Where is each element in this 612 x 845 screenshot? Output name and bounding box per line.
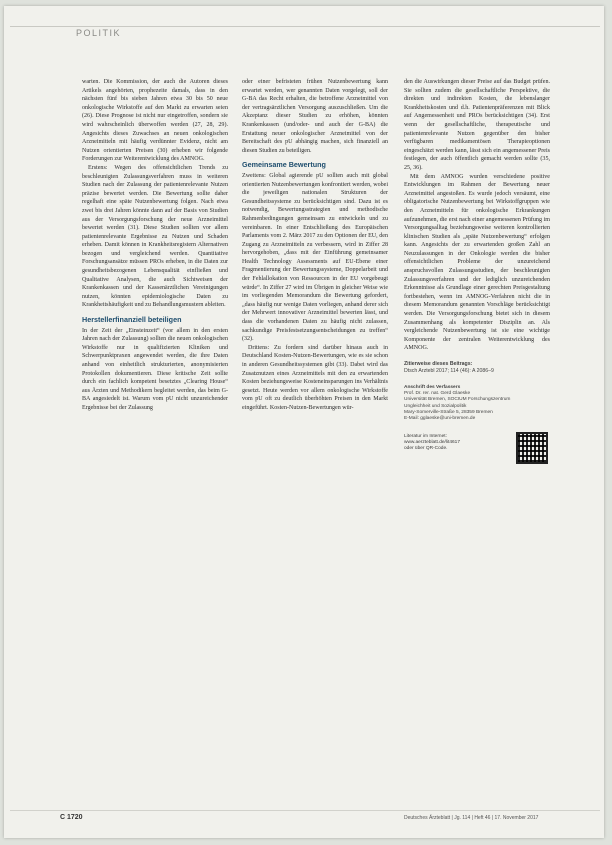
text-column-3 [404, 78, 550, 474]
paragraph: Erstens: Wegen des offensichtlichen Trends zu beschleunigten Zulassungsverfahren muss in weiteren Studien nach der Zulassung der patientenrelevante Nutzen präzise bewertet werden. Die Bewertung sollte daher regelhaft eine späte Nutzenbewertung folgen. Nach etwa zwei bis drei Jahren könnte dann auf der Basis von Studien aus der Versorgungsforschung der neue Arzneimittel bewertet werden (31). Diese Studien sollten vor allem patientenrelevante Ergebnisse zu Nutzen und Schaden erheben. Damit können in Krankheitsregistern Alternativen bezogen und vergleichend werden. Quantitative Forschungsansätze müssen PROs erheben, in die Daten zur gesundheitsbezogenen Lebensqualität einfließen und Qualitative Analysen, die auch Sichtweisen der Krankenkassen und der Kassenärztlichen Vereinigungen nutzen, könnten epidemiologische Daten zu Krankheitshäufigkeit und zu Behandlungsmustern ableiten. [82, 164, 228, 309]
address-line: Mary-Somerville-Straße 5, 28359 Bremen [404, 409, 493, 415]
paragraph: warten. Die Kommission, der auch die Autoren dieses Artikels angehörten, prophezeite damals, dass in den nächsten fünf bis sieben Jahren etwa 30 bis 50 neue onkologische Wirkstoffe auf den Markt zu erwarten seien (26). Diese Prognose ist nicht nur eingetroffen, sondern sie wird wahrscheinlich überwoffen werden (27, 28, 29). Angesichts dieses Zuwachses an neuen onkologischen Arzneimitteln mit häufig verdünnter Evidenz, nicht am Nutzen orientierten Preisen (30) erheben wir folgende Forderungen zur Weiterentwicklung des AMNOG. [82, 79, 228, 163]
literature-link-box [404, 434, 550, 474]
page-header [10, 10, 600, 27]
address-line: Universität Bremen, SOCIUM Forschungszentrum [404, 397, 511, 403]
subheading: Herstellerfinanziell beteiligen [82, 315, 182, 325]
literature-link-text [404, 434, 484, 452]
qr-code-icon[interactable] [516, 432, 548, 464]
address-email[interactable]: E-Mail: gglaeske@uni-bremen.de [404, 416, 476, 422]
journal-page [4, 6, 604, 838]
address-line: Prof. Dr. rer. nat. Gerd Glaeske [404, 391, 471, 397]
section-rubric: POLITIK [76, 28, 122, 38]
paragraph: In der Zeit der „Einsteinzeit“ (vor allem in den ersten Jahren nach der Zulassung) sollten die neuen onkologischen Wirkstoffe nur in qualifizierten Kliniken und Schwerpunktpraxen angewendet werden, die ihre Daten anhand von einheitlich strukturierten, anonymisierten Protokollen dokumentieren. Diese kritische Zeit sollte durch ein fachlich kompetent besetztes „Clearing House“ aus Ärzten und Methodikern begleitet werden, das beim G-BA angesiedelt ist. Warum vom pU nicht unzureichender Ergebnisse bei der Zulassung [82, 327, 228, 411]
paragraph: Drittens: Zu fordern sind darüber hinaus auch in Deutschland Kosten-Nutzen-Bewertungen, wie es sie schon in anderen Gesundheitssystemen gibt (33). Dabei wird das Zusatznutzen eines Arzneimittels mit den zu erwartenden Kosten beziehungsweise Kosteneinsparungen ins Verhältnis gesetzt. Heute werden vor allem onkologische Wirkstoffe vom pU oft zu deutlich überhöhten Preisen in den Markt eingeführt. Kosten-Nutzen-Bewertungen wür- [242, 344, 388, 411]
citation-reference [404, 361, 550, 375]
link-line: oder über QR-Code. [404, 446, 448, 452]
paragraph: Mit dem AMNOG wurden verschiedene positive Entwicklungen im Rahmen der Bewertung neuer Arzneimittel angestoßen. Es wurde jedoch versäumt, eine obligatorische Nutzenbewertung bei Wirkstoffgruppen wie den Arzneimitteln für onkologische Erkrankungen aufzunehmen, die erst nach einer angemessenen Prüfung im Versorgungsalltag beziehungsweise weiteren kontrollierten klinischen Studien als „späte Nutzenbewertung“ erfolgen kann. Angesichts der zu erwartenden großen Zahl an Neuzulassungen in der Onkologie werden die bisher offensichtlichen Probleme der unzureichend anspruchsvollen Zulassungsstudien, der beschleunigten Zulassungsverfahren und der lediglich unzureichenden Erkenntnisse als Grundlage einer gerechten Preisgestaltung fortbestehen, wenn im AMNOG-Verfahren nicht die in diesem Memorandum genannten Vorschläge berücksichtigt werden. Die Versorgungsforschung bietet sich in diesem Zusammenhang als kompetenter Disziplin an. Als vergleichende Nutzenbewertung ist sie eine wichtige Komponente der zentralen Weiterentwicklung des AMNOG. [404, 173, 550, 352]
citation-text: Dtsch Arztebl 2017; 114 (46): A 2086–9 [404, 368, 494, 374]
text-column-2 [242, 78, 388, 413]
page-number: C 1720 [60, 814, 83, 821]
literature-url[interactable]: www.aerzteblatt.de/lit4617 [404, 440, 460, 446]
author-address [404, 385, 550, 422]
issue-info: Deutsches Ärzteblatt | Jg. 114 | Heft 46 | 17. November 2017 [404, 815, 539, 821]
address-line: Ungleichheit und Sozialpolitik [404, 403, 467, 409]
link-line: Literatur im Internet: [404, 434, 447, 440]
paragraph: oder einer befristeten frühen Nutzenbewertung kann erwartet werden, wer genannten Daten vorgelegt, soll der G-BA das Recht erhalten, die betroffene Arzneimittel von der vertragsärztlichen Versorgung auszuschließen. Um die Akzeptanz dieser Studien zu erhöhen, könnten Krankenkassen (und/oder- und auch der G-BA) die Erstattung neuer onkologischer Arzneimittel von der Bereitschaft des pU abhängig machen, sich finanziell an diesen Studien zu beteiligen. [242, 79, 388, 154]
paragraph: den die Auswirkungen dieser Preise auf das Budget prüfen. Sie sollten zudem die gesellschaftliche Perspektive, die direkten und indirekten Kosten, die lebenslanger Krankheitskosten und d.h. Patientenpräferenzen mit Blick auf Angemessenheit und PROs berücksichtigen (34). Erst wenn der gesellschaftliche, therapeutische und patientenrelevante Nutzen gegenüber den bisher verfügbaren medikamentösen Therapieoptionen eingeschätzt werden kann, lässt sich ein angemessener Preis festlegen, der auch öffentlich gemacht werden sollte (35, 25, 36). [404, 79, 550, 171]
address-title: Anschrift des Verfassers [404, 385, 461, 390]
paragraph: Zweitens: Global agierende pU sollten auch mit global orientierten Nutzenbewertungen konfrontiert werden, wobei die jeweiligen nationalen Strukturen der Gesundheitssysteme zu berücksichtigen sind. Dazu ist es notwendig, Bewertungsstrategien und methodische Rahmenbedingungen gemeinsam zu entwickeln und zu vereinbaren. In einer Entschließung des Europäischen Parlaments vom 2. März 2017 zu den Optionen der EU, den Zugang zu Arzneimitteln zu verbessern, wird in Ziffer 28 hervorgehoben, „dass mit der Einführung gemeinsamer Health Technology Assessments auf EU-Ebene einer Fragmentierung der Bewertungssysteme, Doppelarbeit und der Fehlallokation von Ressourcen in der EU vorgebeugt würde“. In Ziffer 27 wird im Übrigen in gleicher Weise wie im vorliegenden Memorandum die Bewertung gefordert, „dass häufig nur wenige Daten vorliegen, anhand derer sich der Mehrwert innovativer Arzneimittel bewerten lässt, und dass die vorhandenen Daten zu häufig nicht zulassen, sachkundige Preisfestsetzungsentscheidungen zu treffen“ (32). [242, 172, 388, 343]
citation-label: Zitierweise dieses Beitrags: [404, 361, 473, 367]
subheading: Gemeinsame Bewertung [242, 160, 326, 170]
text-column-1 [82, 78, 228, 413]
